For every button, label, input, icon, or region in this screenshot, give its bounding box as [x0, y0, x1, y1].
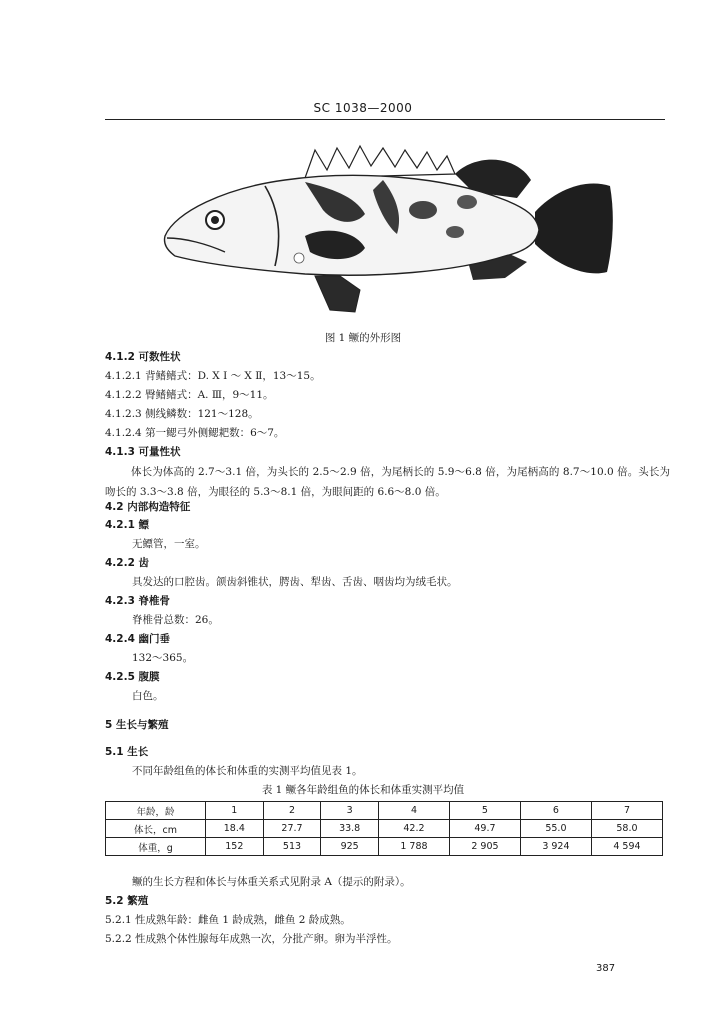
table-cell: 1 788: [378, 838, 449, 856]
table-cell: 925: [321, 838, 379, 856]
heading-4-2-3: 4.2.3 脊椎骨: [105, 595, 171, 607]
table-cell: 27.7: [263, 820, 321, 838]
table-cell: 42.2: [378, 820, 449, 838]
pelvic-fin: [315, 276, 360, 312]
table-row: [106, 838, 663, 856]
fish-illustration: [155, 140, 615, 320]
heading-5: 5 生长与繁殖: [105, 719, 169, 731]
heading-4-2: 4.2 内部构造特征: [105, 501, 191, 513]
paragraph-4-1-3: 体长为体高的 2.7～3.1 倍，为头长的 2.5～2.9 倍，为尾柄长的 5.9～6.8 倍，为尾柄高的 8.7～10.0 倍。头长为吻长的 3.3～3.8 倍，为眼径的 5.3～8.1 倍，为眼间距的 6.6～8.0 倍。: [105, 466, 670, 498]
table-cell: 49.7: [449, 820, 520, 838]
header-rule: [105, 119, 665, 120]
heading-4-1-2: 4.1.2 可数性状: [105, 351, 181, 363]
row-label: 体长，cm: [106, 820, 206, 838]
table-row: [106, 802, 663, 820]
table-cell: 18.4: [206, 820, 264, 838]
table-cell: 2 905: [449, 838, 520, 856]
page-number: 387: [596, 963, 616, 974]
heading-4-2-4: 4.2.4 幽门垂: [105, 633, 171, 645]
table-cell: 3: [321, 802, 379, 820]
item-4-1-2-3: 4.1.2.3 侧线鳞数：121～128。: [105, 408, 259, 420]
item-4-1-2-4: 4.1.2.4 第一鳃弓外侧鳃耙数：6～7。: [105, 427, 285, 439]
table-cell: 58.0: [591, 820, 662, 838]
table-cell: 55.0: [520, 820, 591, 838]
heading-4-2-5: 4.2.5 腹膜: [105, 671, 160, 683]
paragraph-5-1-b: 鳜的生长方程和体长与体重关系式见附录 A（提示的附录）。: [132, 876, 411, 888]
table-cell: 152: [206, 838, 264, 856]
item-5-2-1: 5.2.1 性成熟年龄：雌鱼 1 龄成熟，雌鱼 2 龄成熟。: [105, 914, 351, 926]
paragraph-4-2-5: 白色。: [132, 690, 164, 702]
table-cell: 2: [263, 802, 321, 820]
table-cell: 4: [378, 802, 449, 820]
table-cell: 513: [263, 838, 321, 856]
paragraph-4-2-2: 具发达的口腔齿。颌齿斜锥状，腭齿、犁齿、舌齿、咽齿均为绒毛状。: [132, 576, 458, 588]
heading-4-2-2: 4.2.2 齿: [105, 557, 150, 569]
table-cell: 33.8: [321, 820, 379, 838]
table-cell: 7: [591, 802, 662, 820]
paragraph-4-2-4: 132～365。: [132, 652, 194, 664]
heading-5-1: 5.1 生长: [105, 746, 149, 758]
heading-5-2: 5.2 繁殖: [105, 895, 149, 907]
heading-4-1-3: 4.1.3 可量性状: [105, 446, 181, 458]
paragraph-4-2-1: 无鳔管，一室。: [132, 538, 206, 550]
table-title: 表 1 鳜各年龄组鱼的体长和体重实测平均值: [261, 784, 465, 796]
item-4-1-2-2: 4.1.2.2 臀鳍鳍式：A. Ⅲ，9～11。: [105, 389, 274, 401]
dorsal-spines: [305, 146, 455, 178]
item-5-2-2: 5.2.2 性成熟个体性腺每年成熟一次，分批产卵。卵为半浮性。: [105, 933, 398, 945]
caudal-fin: [535, 184, 613, 274]
row-label: 年龄，龄: [106, 802, 206, 820]
table-cell: 1: [206, 802, 264, 820]
standard-header: SC 1038—2000: [313, 101, 413, 115]
item-4-1-2-1: 4.1.2.1 背鳍鳍式：D. Ⅹ Ⅰ ～ Ⅹ Ⅱ，13～15。: [105, 370, 321, 382]
table-cell: 3 924: [520, 838, 591, 856]
figure-caption: 图 1 鳜的外形图: [324, 332, 402, 344]
table-row: [106, 820, 663, 838]
data-table: [105, 801, 663, 856]
table-cell: 6: [520, 802, 591, 820]
paragraph-4-2-3: 脊椎骨总数：26。: [132, 614, 219, 626]
table-cell: 4 594: [591, 838, 662, 856]
paragraph-5-1: 不同年龄组鱼的体长和体重的实测平均值见表 1。: [132, 765, 363, 777]
table-cell: 5: [449, 802, 520, 820]
heading-4-2-1: 4.2.1 鳔: [105, 519, 150, 531]
row-label: 体重，g: [106, 838, 206, 856]
